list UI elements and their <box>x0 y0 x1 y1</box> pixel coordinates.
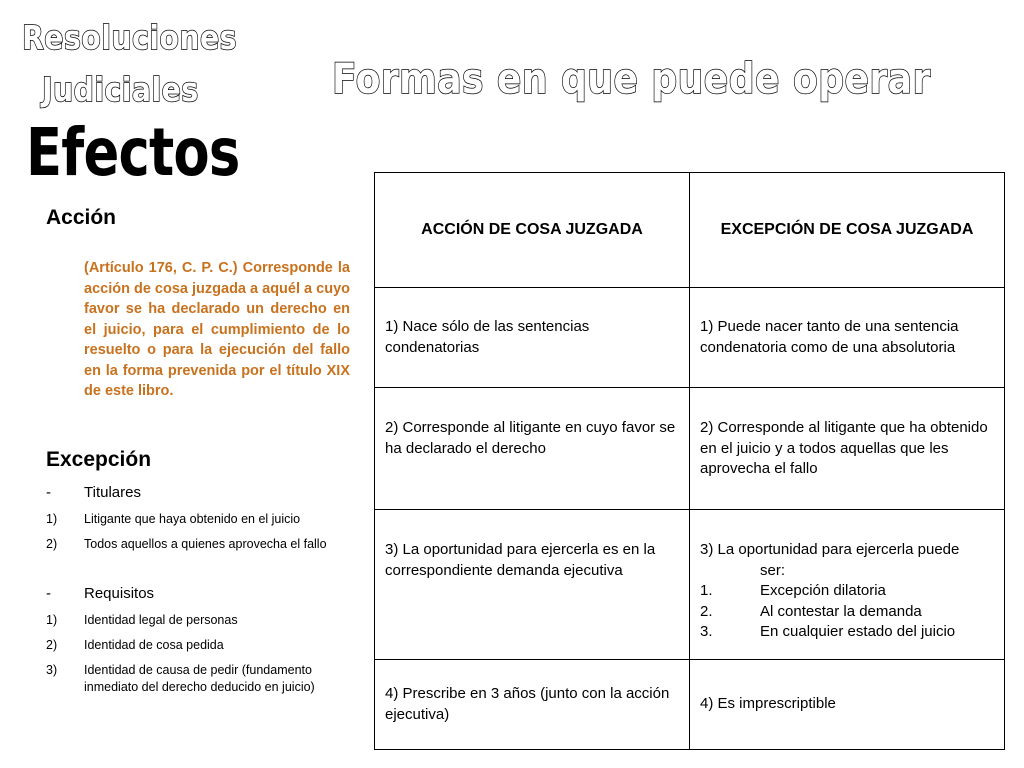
item-text: En cualquier estado del juicio <box>760 623 956 640</box>
list-item <box>700 602 994 623</box>
item-number: 2) <box>46 637 58 652</box>
dash-marker: - <box>46 584 51 602</box>
item-text: Excepción dilatoria <box>760 582 886 599</box>
accion-heading: Acción <box>46 206 117 229</box>
header-accion: ACCIÓN DE COSA JUZGADA <box>375 173 690 288</box>
table-cell-excepcion <box>690 510 1005 660</box>
title-judiciales: Judiciales <box>42 70 199 109</box>
header-excepcion: EXCEPCIÓN DE COSA JUZGADA <box>690 173 1005 288</box>
requisitos-label: Requisitos <box>84 584 155 602</box>
table-header-row <box>375 173 1005 288</box>
item-text: Identidad de cosa pedida <box>84 637 224 652</box>
dash-marker: - <box>46 483 51 501</box>
table-cell-excepcion: 1) Puede nacer tanto de una sentencia condenatoria como de una absolutoria <box>690 288 1005 388</box>
requisitos-row <box>46 585 350 602</box>
list-item <box>700 622 994 643</box>
title-formas-en-que-puede-operar: Formas en que puede operar <box>332 54 931 103</box>
requisitos-section <box>46 585 350 696</box>
item-number: 2. <box>700 602 713 620</box>
table-row <box>375 510 1005 660</box>
titulares-row <box>46 484 350 501</box>
item-text: Identidad legal de personas <box>84 612 238 627</box>
list-item <box>700 581 994 602</box>
accion-article-text: (Artículo 176, C. P. C.) Corresponde la acción de cosa juzgada a aquél a cuyo favor se ha declarado un derecho en el juicio, para el cumplimiento de lo resuelto o para la ejecución del fallo en la forma prevenida por el título XIX de este libro. <box>84 260 350 399</box>
cell-intro-cont: ser: <box>760 561 786 579</box>
table-cell-accion: 2) Corresponde al litigante en cuyo favor se ha declarado el derecho <box>375 388 690 510</box>
list-item <box>46 612 350 629</box>
titulares-section <box>46 484 350 553</box>
item-number: 3) <box>46 662 58 677</box>
list-item <box>46 637 350 654</box>
title-efectos: Efectos <box>26 114 240 191</box>
excepcion-heading: Excepción <box>46 447 152 471</box>
item-text: Todos aquellos a quienes aprovecha el fallo <box>84 536 327 551</box>
item-number: 1) <box>46 511 58 526</box>
table-row <box>375 660 1005 750</box>
table-cell-accion: 3) La oportunidad para ejercerla es en la correspondiente demanda ejecutiva <box>375 510 690 660</box>
table-cell-excepcion: 2) Corresponde al litigante que ha obtenido en el juicio y a todos aquellas que les aprovecha el fallo <box>690 388 1005 510</box>
titulares-label: Titulares <box>84 483 141 501</box>
item-number: 3. <box>700 623 713 640</box>
comparison-table <box>374 172 1005 750</box>
table-cell-accion: 1) Nace sólo de las sentencias condenatorias <box>375 288 690 388</box>
item-text: Identidad de causa de pedir (fundamento inmediato del derecho deducido en juicio) <box>84 662 315 694</box>
left-column <box>46 206 350 704</box>
item-number: 2) <box>46 536 58 551</box>
list-item <box>46 536 350 553</box>
cell-intro: 3) La oportunidad para ejercerla puede <box>700 541 960 558</box>
oportunidad-list <box>700 581 994 643</box>
table-row <box>375 288 1005 388</box>
item-number: 1. <box>700 582 713 599</box>
table-cell-excepcion: 4) Es imprescriptible <box>690 660 1005 750</box>
item-text: Litigante que haya obtenido en el juicio <box>84 511 301 526</box>
table-row <box>375 388 1005 510</box>
item-number: 1) <box>46 612 58 627</box>
list-item <box>46 511 350 528</box>
title-resoluciones: Resoluciones <box>22 18 237 57</box>
list-item <box>46 662 350 696</box>
item-text: Al contestar la demanda <box>760 602 922 620</box>
table-cell-accion: 4) Prescribe en 3 años (junto con la acción ejecutiva) <box>375 660 690 750</box>
